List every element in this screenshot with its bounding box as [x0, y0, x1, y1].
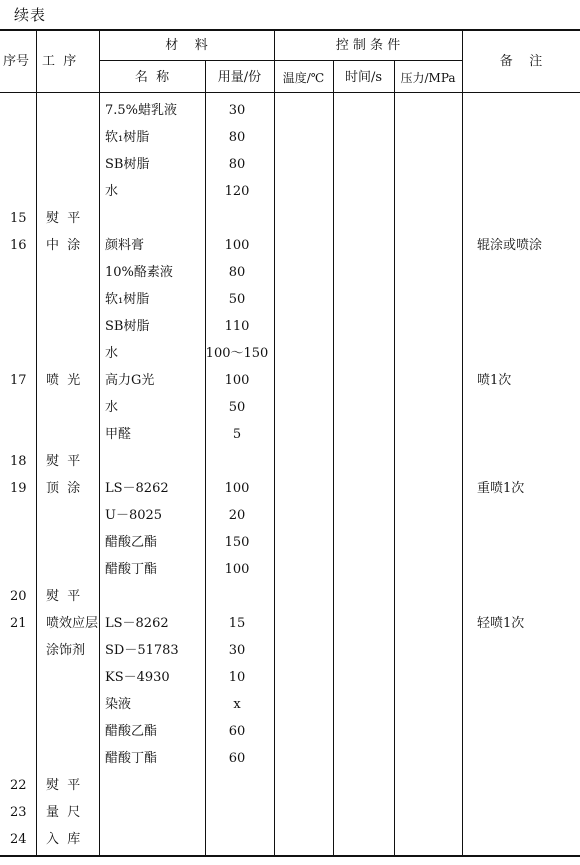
cell-name: 醋酸丁酯	[105, 751, 158, 766]
cell-name: 水	[105, 184, 119, 199]
cell-process: 熨 平	[46, 589, 81, 604]
cell-amount: 20	[228, 508, 246, 523]
header-amount: 用量/份	[217, 70, 262, 85]
cell-process: 入 库	[46, 832, 81, 847]
cell-process: 喷 光	[46, 373, 81, 388]
header-materials: 材 料	[165, 38, 208, 53]
cell-name: 软₁树脂	[105, 130, 150, 145]
cell-amount: 50	[228, 400, 246, 415]
cell-name: 水	[105, 346, 119, 361]
cell-amount: 50	[228, 292, 246, 307]
header-time: 时间/s	[344, 70, 383, 85]
cell-name: SD－51783	[105, 643, 179, 658]
cell-amount: 100	[224, 562, 250, 577]
cell-amount: 120	[224, 184, 250, 199]
cell-process: 熨 平	[46, 454, 81, 469]
cell-note: 轻喷1次	[477, 616, 525, 631]
cell-name: LS－8262	[105, 481, 169, 496]
cell-amount: 150	[224, 535, 250, 550]
cell-seq: 16	[10, 238, 27, 253]
cell-name: 7.5%蜡乳液	[105, 103, 178, 118]
table-caption: 续表	[14, 6, 47, 24]
cell-amount: 15	[228, 616, 246, 631]
cell-process: 顶 涂	[46, 481, 81, 496]
cell-seq: 18	[10, 454, 27, 469]
cell-process: 熨 平	[46, 211, 81, 226]
cell-name: 醋酸乙酯	[105, 724, 158, 739]
cell-amount: 60	[228, 724, 246, 739]
cell-name: KS－4930	[105, 670, 170, 685]
cell-amount: x	[233, 697, 241, 712]
cell-amount: 100	[224, 373, 250, 388]
cell-seq: 21	[10, 616, 27, 631]
cell-name: SB树脂	[105, 319, 150, 334]
cell-seq: 15	[10, 211, 27, 226]
cell-seq: 22	[10, 778, 27, 793]
cell-name: 软₁树脂	[105, 292, 150, 307]
cell-process: 中 涂	[46, 238, 81, 253]
cell-amount: 30	[228, 103, 246, 118]
header-process: 工 序	[42, 54, 77, 69]
cell-seq: 19	[10, 481, 27, 496]
cell-amount: 80	[228, 130, 246, 145]
cell-amount: 80	[228, 265, 246, 280]
cell-name: 醋酸乙酯	[105, 535, 158, 550]
cell-amount: 10	[228, 670, 246, 685]
cell-amount: 100	[224, 238, 250, 253]
cell-amount: 30	[228, 643, 246, 658]
cell-name: 高力G光	[105, 373, 155, 388]
cell-process: 喷效应层	[46, 616, 99, 631]
cell-note: 重喷1次	[477, 481, 525, 496]
cell-name: 醋酸丁酯	[105, 562, 158, 577]
cell-amount: 5	[232, 427, 242, 442]
cell-amount: 110	[224, 319, 250, 334]
cell-name: 颜料膏	[105, 238, 145, 253]
cell-seq: 23	[10, 805, 27, 820]
cell-amount: 60	[228, 751, 246, 766]
cell-process: 量 尺	[46, 805, 81, 820]
cell-name: 水	[105, 400, 119, 415]
header-name: 名 称	[134, 70, 170, 85]
cell-name: 甲醛	[105, 427, 132, 442]
cell-process: 熨 平	[46, 778, 81, 793]
header-control: 控 制 条 件	[335, 38, 401, 53]
cell-amount: 100	[224, 481, 250, 496]
cell-seq: 24	[10, 832, 27, 847]
cell-name: U－8025	[105, 508, 163, 523]
cell-name: LS－8262	[105, 616, 169, 631]
cell-amount: 100～150	[205, 346, 269, 361]
cell-amount: 80	[228, 157, 246, 172]
cell-name: 染液	[105, 697, 132, 712]
header-seq: 序号	[3, 54, 30, 69]
header-temp: 温度/℃	[282, 71, 325, 85]
cell-seq: 20	[10, 589, 27, 604]
cell-seq: 17	[10, 373, 27, 388]
cell-name: 10%酪素液	[105, 265, 173, 280]
cell-note: 喷1次	[477, 373, 512, 388]
cell-name: SB树脂	[105, 157, 150, 172]
header-pressure: 压力/MPa	[400, 71, 456, 85]
cell-process: 涂饰剂	[46, 643, 86, 658]
cell-note: 辊涂或喷涂	[477, 238, 543, 253]
header-note: 备 注	[499, 54, 543, 69]
